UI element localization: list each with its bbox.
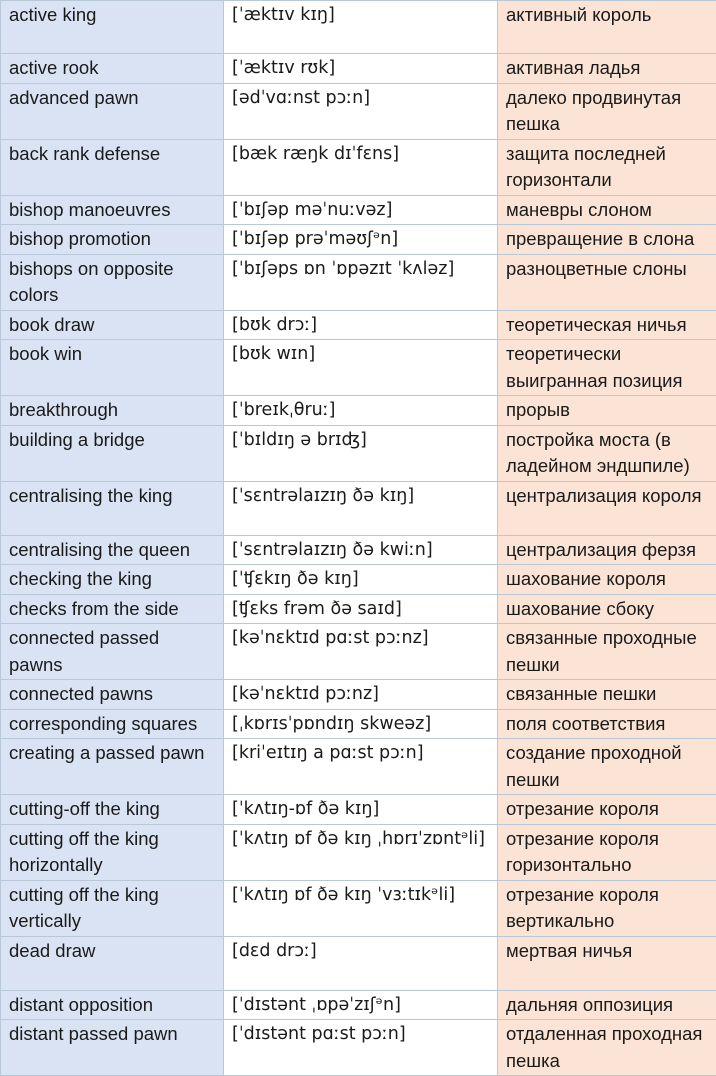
- table-row: [1, 680, 716, 710]
- russian-translation-cell: централизация ферзя: [498, 535, 716, 565]
- russian-translation-cell: прорыв: [498, 396, 716, 426]
- table-row: [1, 481, 716, 535]
- table-row: [1, 824, 716, 880]
- table-row: [1, 83, 716, 139]
- english-term-cell: active king: [1, 1, 224, 54]
- transcription-cell: [ˈæktɪv rʊk]: [224, 54, 498, 84]
- table-row: [1, 139, 716, 195]
- russian-translation-cell: дальняя оппозиция: [498, 990, 716, 1020]
- transcription-cell: [ˈkʌtɪŋ ɒf ðə kɪŋ ˌhɒrɪˈzɒntᵊli]: [224, 824, 498, 880]
- transcription-cell: [bʊk wɪn]: [224, 340, 498, 396]
- russian-translation-cell: поля соответствия: [498, 709, 716, 739]
- transcription-cell: [bʊk drɔː]: [224, 310, 498, 340]
- english-term-cell: distant opposition: [1, 990, 224, 1020]
- table-row: [1, 1, 716, 54]
- english-term-cell: book draw: [1, 310, 224, 340]
- english-term-cell: book win: [1, 340, 224, 396]
- russian-translation-cell: активная ладья: [498, 54, 716, 84]
- table-row: [1, 54, 716, 84]
- russian-translation-cell: активный король: [498, 1, 716, 54]
- table-row: [1, 340, 716, 396]
- english-term-cell: bishop promotion: [1, 225, 224, 255]
- transcription-cell: [ˈʧɛkɪŋ ðə kɪŋ]: [224, 565, 498, 595]
- russian-translation-cell: постройка моста (в ладейном эндшпиле): [498, 425, 716, 481]
- russian-translation-cell: отрезание короля: [498, 795, 716, 825]
- transcription-cell: [dɛd drɔː]: [224, 936, 498, 990]
- transcription-cell: [ədˈvɑːnst pɔːn]: [224, 83, 498, 139]
- english-term-cell: checking the king: [1, 565, 224, 595]
- russian-translation-cell: далеко продвинутая пешка: [498, 83, 716, 139]
- table-row: [1, 880, 716, 936]
- transcription-cell: [kəˈnɛktɪd pɔːnz]: [224, 680, 498, 710]
- transcription-cell: [ˈsɛntrəlaɪzɪŋ ðə kwiːn]: [224, 535, 498, 565]
- transcription-cell: [ˈkʌtɪŋ ɒf ðə kɪŋ ˈvɜːtɪkᵊli]: [224, 880, 498, 936]
- english-term-cell: bishops on opposite colors: [1, 254, 224, 310]
- russian-translation-cell: шахование короля: [498, 565, 716, 595]
- english-term-cell: building a bridge: [1, 425, 224, 481]
- transcription-cell: [bæk ræŋk dɪˈfɛns]: [224, 139, 498, 195]
- russian-translation-cell: мертвая ничья: [498, 936, 716, 990]
- english-term-cell: bishop manoeuvres: [1, 195, 224, 225]
- transcription-cell: [ˈkʌtɪŋ-ɒf ðə kɪŋ]: [224, 795, 498, 825]
- table-row: [1, 624, 716, 680]
- table-row: [1, 1020, 716, 1076]
- transcription-cell: [ˈdɪstənt ˌɒpəˈzɪʃᵊn]: [224, 990, 498, 1020]
- russian-translation-cell: отрезание короля вертикально: [498, 880, 716, 936]
- english-term-cell: dead draw: [1, 936, 224, 990]
- english-term-cell: breakthrough: [1, 396, 224, 426]
- transcription-cell: [ʧɛks frəm ðə saɪd]: [224, 594, 498, 624]
- english-term-cell: centralising the king: [1, 481, 224, 535]
- english-term-cell: cutting off the king vertically: [1, 880, 224, 936]
- table-row: [1, 195, 716, 225]
- english-term-cell: distant passed pawn: [1, 1020, 224, 1076]
- table-row: [1, 936, 716, 990]
- table-row: [1, 254, 716, 310]
- table-row: [1, 990, 716, 1020]
- english-term-cell: advanced pawn: [1, 83, 224, 139]
- russian-translation-cell: связанные пешки: [498, 680, 716, 710]
- english-term-cell: cutting-off the king: [1, 795, 224, 825]
- english-term-cell: checks from the side: [1, 594, 224, 624]
- table-row: [1, 739, 716, 795]
- table-row: [1, 425, 716, 481]
- transcription-cell: [ˈbɪʃəps ɒn ˈɒpəzɪt ˈkʌləz]: [224, 254, 498, 310]
- russian-translation-cell: разноцветные слоны: [498, 254, 716, 310]
- table-row: [1, 795, 716, 825]
- english-term-cell: connected passed pawns: [1, 624, 224, 680]
- russian-translation-cell: шахование сбоку: [498, 594, 716, 624]
- russian-translation-cell: теоретическая ничья: [498, 310, 716, 340]
- english-term-cell: corresponding squares: [1, 709, 224, 739]
- english-term-cell: centralising the queen: [1, 535, 224, 565]
- transcription-cell: [ˈdɪstənt pɑːst pɔːn]: [224, 1020, 498, 1076]
- russian-translation-cell: создание проходной пешки: [498, 739, 716, 795]
- english-term-cell: creating a passed pawn: [1, 739, 224, 795]
- russian-translation-cell: отдаленная проходная пешка: [498, 1020, 716, 1076]
- table-row: [1, 535, 716, 565]
- russian-translation-cell: превращение в слона: [498, 225, 716, 255]
- transcription-cell: [kəˈnɛktɪd pɑːst pɔːnz]: [224, 624, 498, 680]
- table-row: [1, 310, 716, 340]
- transcription-cell: [ˈbɪldɪŋ ə brɪʤ]: [224, 425, 498, 481]
- russian-translation-cell: отрезание короля горизонтально: [498, 824, 716, 880]
- russian-translation-cell: маневры слоном: [498, 195, 716, 225]
- table-row: [1, 565, 716, 595]
- russian-translation-cell: защита последней горизонтали: [498, 139, 716, 195]
- english-term-cell: back rank defense: [1, 139, 224, 195]
- transcription-cell: [ˈæktɪv kɪŋ]: [224, 1, 498, 54]
- transcription-cell: [ˈbɪʃəp məˈnuːvəz]: [224, 195, 498, 225]
- transcription-cell: [kriˈeɪtɪŋ a pɑːst pɔːn]: [224, 739, 498, 795]
- transcription-cell: [ˈbreɪkˌθruː]: [224, 396, 498, 426]
- table-row: [1, 709, 716, 739]
- transcription-cell: [ˈbɪʃəp prəˈməʊʃᵊn]: [224, 225, 498, 255]
- transcription-cell: [ˈsɛntrəlaɪzɪŋ ðə kɪŋ]: [224, 481, 498, 535]
- english-term-cell: active rook: [1, 54, 224, 84]
- russian-translation-cell: теоретически выигранная позиция: [498, 340, 716, 396]
- vocabulary-table-body: [1, 1, 716, 1076]
- russian-translation-cell: централизация короля: [498, 481, 716, 535]
- transcription-cell: [ˌkɒrɪsˈpɒndɪŋ skweəz]: [224, 709, 498, 739]
- english-term-cell: connected pawns: [1, 680, 224, 710]
- english-term-cell: cutting off the king horizontally: [1, 824, 224, 880]
- table-row: [1, 594, 716, 624]
- table-row: [1, 396, 716, 426]
- russian-translation-cell: связанные проходные пешки: [498, 624, 716, 680]
- table-row: [1, 225, 716, 255]
